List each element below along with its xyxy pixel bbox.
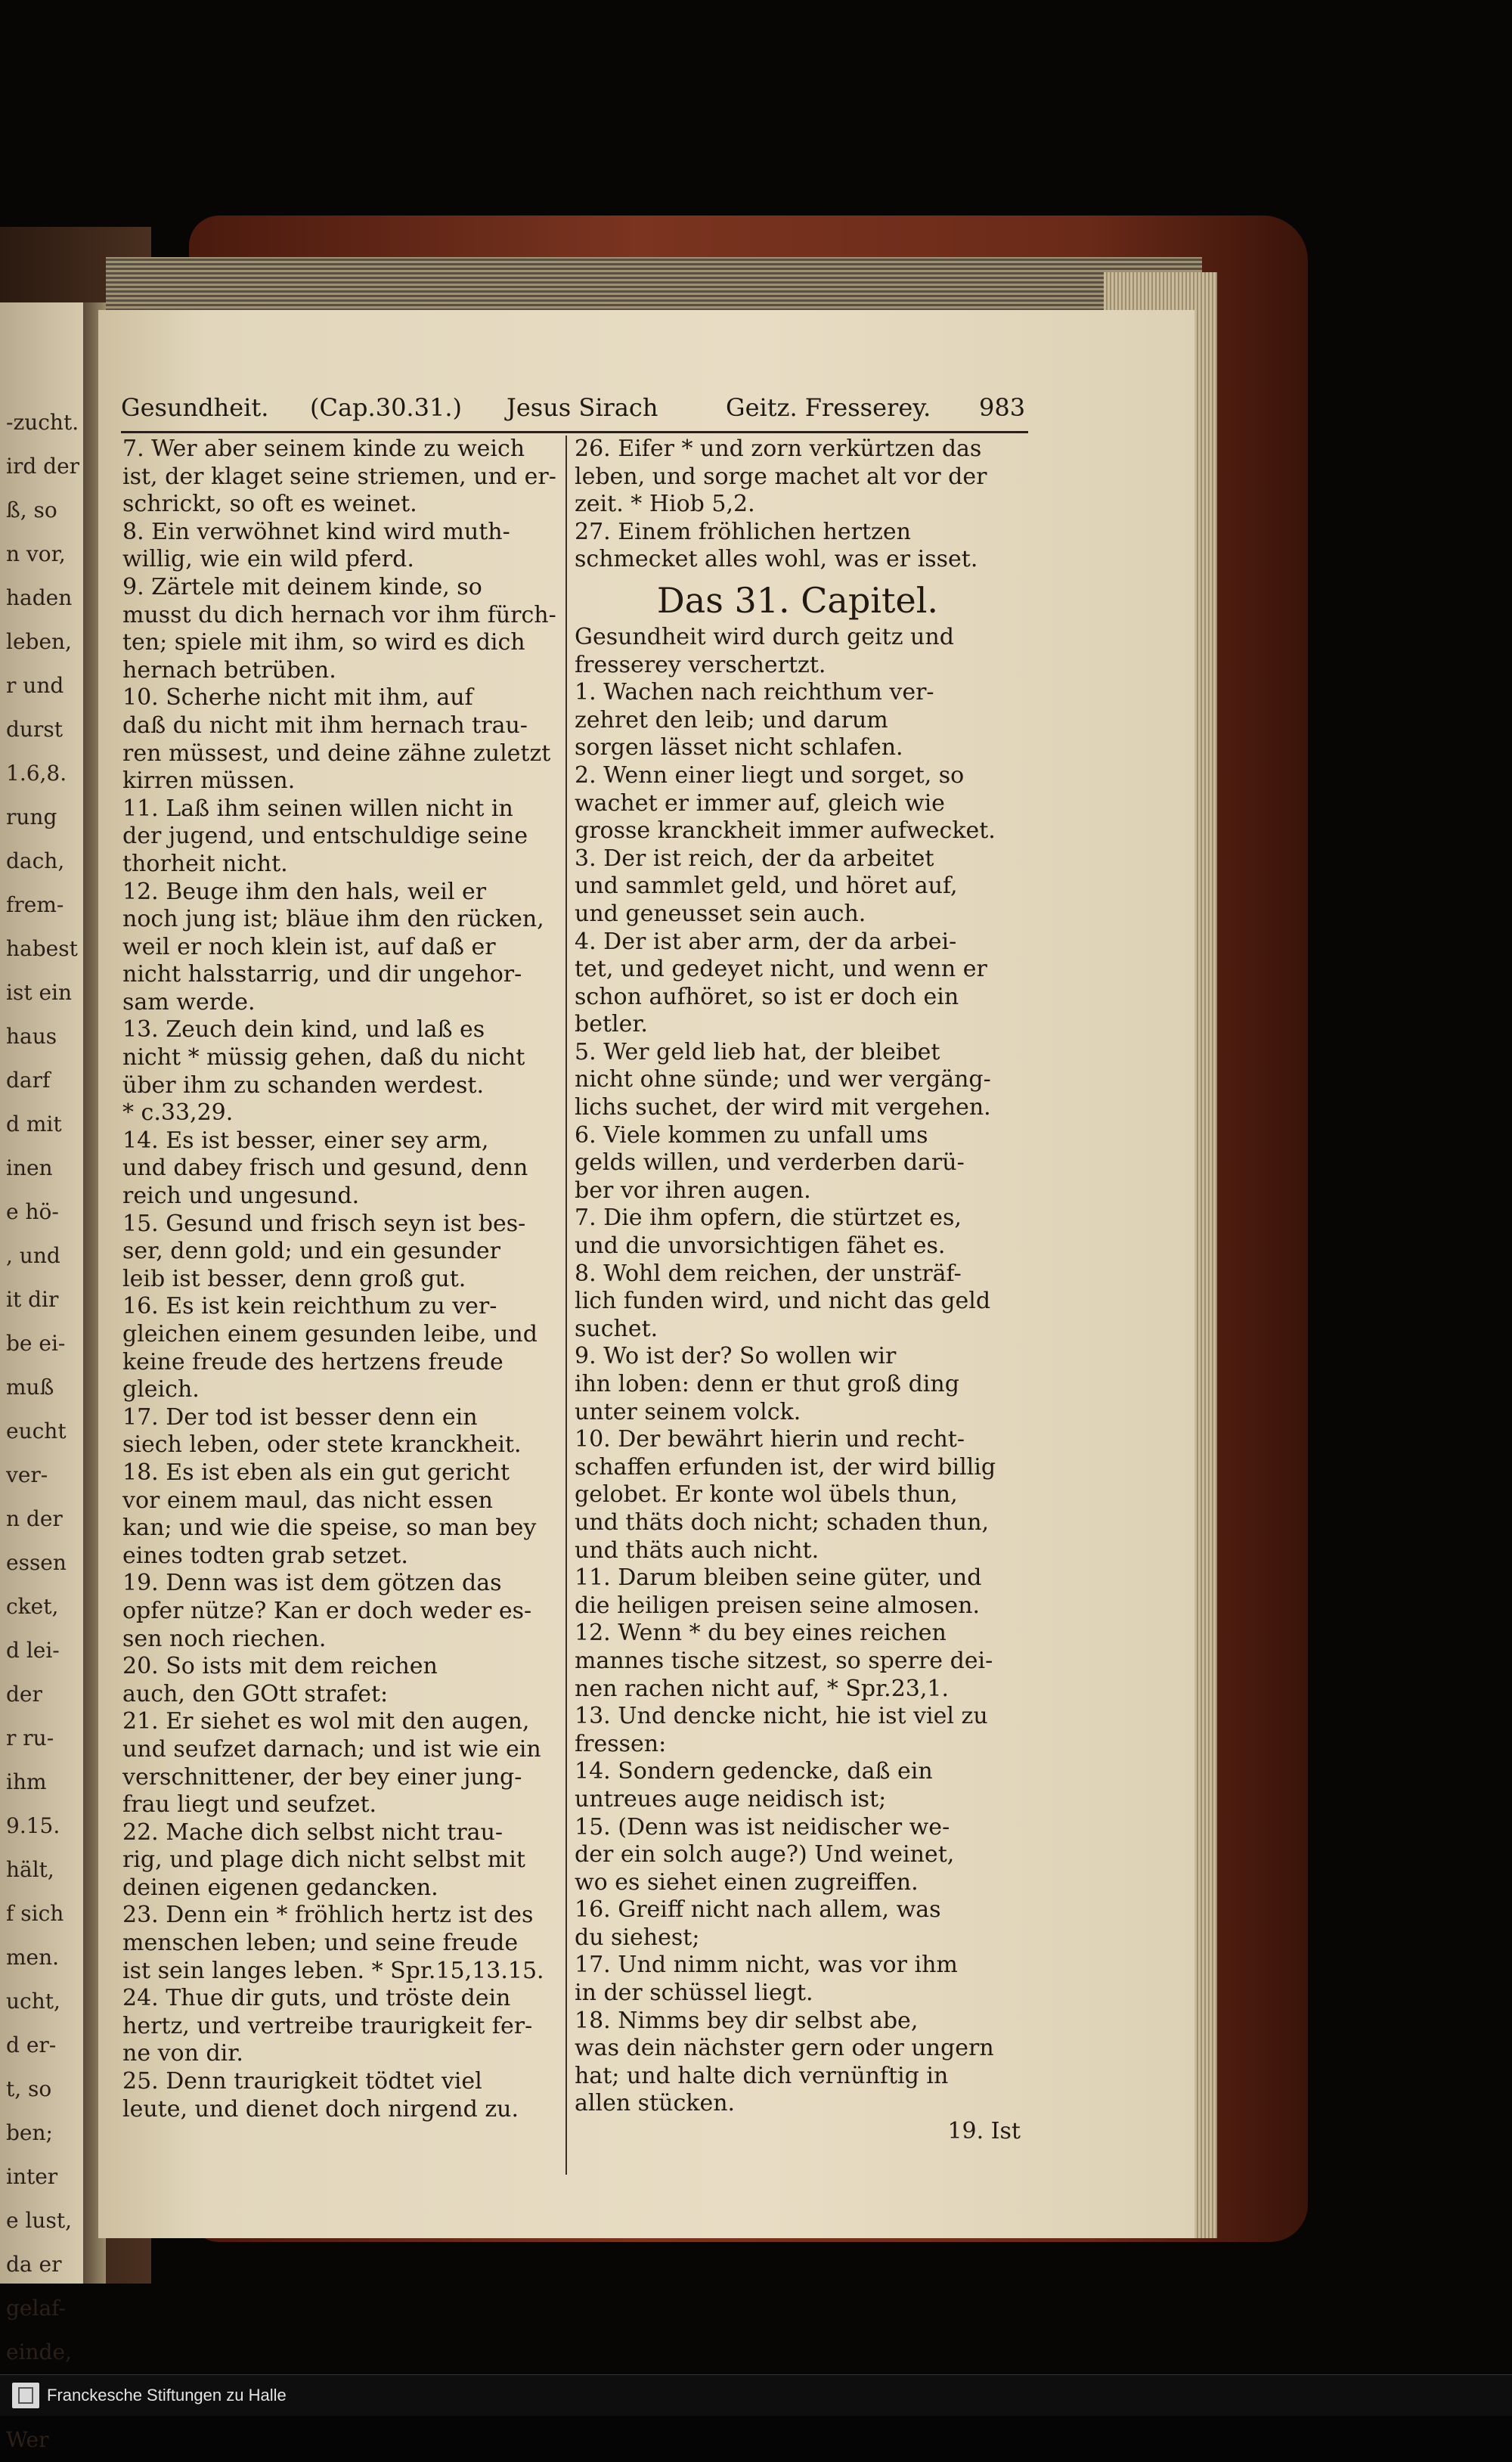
text-line: 6. Viele kommen zu unfall ums <box>575 1121 928 1149</box>
text-line: 5. Wer geld lieb hat, der bleibet <box>575 1038 940 1065</box>
text-line: 11. Darum bleiben seine güter, und <box>575 1564 982 1592</box>
text-line: rig, und plage dich nicht selbst mit <box>122 1846 525 1874</box>
text-line: nen rachen nicht auf, * Spr.23,1. <box>575 1675 950 1702</box>
text-line: 7. Die ihm opfern, die stürtzet es, <box>575 1205 962 1232</box>
text-line: leute, und dienet doch nirgend zu. <box>122 2095 519 2122</box>
text-line: ist, der klaget seine striemen, und er- <box>122 463 556 490</box>
text-line: 16. Greiff nicht nach allem, was <box>575 1896 941 1924</box>
text-line: 24. Thue dir guts, und tröste dein <box>122 1985 511 2012</box>
text-line: 17. Und nimm nicht, was vor ihm <box>575 1952 958 1979</box>
text-line: noch jung ist; bläue ihm den rücken, <box>122 906 544 933</box>
text-line: 9. Wo ist der? So wollen wir <box>575 1343 897 1370</box>
text-line: 8. Wohl dem reichen, der unsträf- <box>575 1260 962 1287</box>
text-line: sorgen lässet nicht schlafen. <box>575 734 903 761</box>
text-line: 23. Denn ein * fröhlich hertz ist des <box>122 1902 534 1929</box>
text-line: und geneusset sein auch. <box>575 900 866 927</box>
page-number: 983 <box>979 393 1026 422</box>
text-line: 12. Wenn * du bey eines reichen <box>575 1620 947 1647</box>
text-column-left <box>122 436 569 2123</box>
text-line: allen stücken. <box>575 2090 736 2117</box>
text-line: wachet er immer auf, gleich wie <box>575 789 945 817</box>
text-line: 17. Der tod ist besser denn ein <box>122 1403 478 1431</box>
text-line: Gesundheit wird durch geitz und <box>575 623 954 650</box>
text-line: weil er noch klein ist, auf daß er <box>122 933 496 960</box>
text-line: unter seinem volck. <box>575 1398 801 1425</box>
text-line: gleich. <box>122 1376 200 1403</box>
text-line: untreues auge neidisch ist; <box>575 1785 887 1812</box>
text-line: der ein solch auge?) Und weinet, <box>575 1841 955 1868</box>
text-line: wo es siehet einen zugreiffen. <box>575 1868 919 1896</box>
text-line: sam werde. <box>122 988 256 1015</box>
text-line: keine freude des hertzens freude <box>122 1348 503 1375</box>
header-book: Jesus Sirach <box>507 393 658 422</box>
text-line: daß du nicht mit ihm hernach trau- <box>122 712 528 739</box>
text-line: deinen eigenen gedancken. <box>122 1874 438 1901</box>
text-line: schon aufhöret, so ist er doch ein <box>575 983 959 1010</box>
text-line: leib ist besser, denn groß gut. <box>122 1265 466 1292</box>
text-line: nicht halsstarrig, und dir ungehor- <box>122 961 522 988</box>
text-line: gelds willen, und verderben darü- <box>575 1149 965 1177</box>
text-line: lich funden wird, und nicht das geld <box>575 1288 991 1315</box>
text-line: 13. Und dencke nicht, hie ist viel zu <box>575 1703 988 1730</box>
text-line: fressen: <box>575 1730 667 1757</box>
text-line: musst du dich hernach vor ihm fürch- <box>122 601 556 628</box>
text-line: 16. Es ist kein reichthum zu ver- <box>122 1293 497 1320</box>
text-line: ne von dir. <box>122 2040 243 2067</box>
text-line: lichs suchet, der wird mit vergehen. <box>575 1094 991 1121</box>
text-line: 27. Einem fröhlichen hertzen <box>575 518 911 545</box>
text-line: Das 31. Capitel. <box>656 579 939 621</box>
text-line: und die unvorsichtigen fähet es. <box>575 1233 946 1260</box>
left-margin-text: -zucht. ird der ß, so n vor, haden leben, r und durst 1.6,8. rung dach, frem- habest ist ein haus darf d mit inen e hö- , und it dir be ei- muß eucht ver- n der essen cket, d lei- der r ru- ihm 9.15. hält, f sich men. ucht, d er- t, so ben; inter e lust, da er gelaf- einde, Wer <box>6 410 80 2452</box>
text-line: ten; spiele mit ihm, so wird es dich <box>122 629 525 656</box>
text-line: 25. Denn traurigkeit tödtet viel <box>122 2068 482 2095</box>
institution-logo-icon <box>12 2383 39 2408</box>
text-line: du siehest; <box>575 1924 700 1951</box>
text-line: schrickt, so oft es weinet. <box>122 491 417 518</box>
text-line: vor einem maul, das nicht essen <box>122 1487 493 1514</box>
text-line: 20. So ists mit dem reichen <box>122 1653 438 1680</box>
text-line: zeit. * Hiob 5,2. <box>575 491 755 518</box>
text-line: nicht ohne sünde; und wer vergäng- <box>575 1066 991 1093</box>
text-line: ser, denn gold; und ein gesunder <box>122 1238 500 1265</box>
text-line: in der schüssel liegt. <box>575 1980 813 2007</box>
text-line: auch, den GOtt strafet: <box>122 1680 389 1707</box>
text-line: ihn loben: denn er thut groß ding <box>575 1371 959 1397</box>
text-line: mannes tische sitzest, so sperre dei- <box>575 1647 993 1674</box>
text-line: leben, und sorge machet alt vor der <box>575 463 987 490</box>
text-line: 2. Wenn einer liegt und sorget, so <box>575 761 965 789</box>
text-line: thorheit nicht. <box>122 850 288 877</box>
header-left: Gesundheit. <box>121 393 269 422</box>
text-line: 15. Gesund und frisch seyn ist bes- <box>122 1210 526 1237</box>
text-line: und sammlet geld, und höret auf, <box>575 873 958 900</box>
text-line: und thäts doch nicht; schaden thun, <box>575 1509 990 1536</box>
text-line: 18. Nimms bey dir selbst abe, <box>575 2007 919 2034</box>
text-line: hernach betrüben. <box>122 656 336 684</box>
text-column-right <box>575 436 1021 2146</box>
text-line: 10. Der bewährt hierin und recht- <box>575 1426 965 1453</box>
text-line: reich und ungesund. <box>122 1183 360 1210</box>
text-line: fresserey verschertzt. <box>575 651 826 678</box>
text-line: schaffen erfunden ist, der wird billig <box>575 1453 996 1481</box>
text-line: willig, wie ein wild pferd. <box>122 546 414 573</box>
text-line: 3. Der ist reich, der da arbeitet <box>575 845 934 872</box>
text-line: der jugend, und entschuldige seine <box>122 823 528 850</box>
text-line: die heiligen preisen seine almosen. <box>575 1592 981 1619</box>
text-line: eines todten grab setzet. <box>122 1542 408 1569</box>
text-line: schmecket alles wohl, was er isset. <box>575 546 978 573</box>
text-line: nicht * müssig gehen, daß du nicht <box>122 1044 525 1071</box>
text-line: 21. Er siehet es wol mit den augen, <box>122 1708 530 1735</box>
text-line: ist sein langes leben. * Spr.15,13.15. <box>122 1957 544 1984</box>
text-line: hat; und halte dich vernünftig in <box>575 2062 949 2089</box>
column-divider <box>565 436 567 2175</box>
text-line: 11. Laß ihm seinen willen nicht in <box>122 795 513 822</box>
text-line: tet, und gedeyet nicht, und wenn er <box>575 956 987 983</box>
text-line: opfer nütze? Kan er doch weder es- <box>122 1597 532 1624</box>
text-line: was dein nächster gern oder ungern <box>575 2035 994 2062</box>
text-line: hertz, und vertreibe traurigkeit fer- <box>122 2012 533 2039</box>
text-line: * c.33,29. <box>122 1099 234 1127</box>
text-line: 19. Denn was ist dem götzen das <box>122 1570 502 1597</box>
text-line: verschnittener, der bey einer jung- <box>122 1763 522 1791</box>
text-line: kan; und wie die speise, so man bey <box>122 1515 537 1542</box>
text-line: kirren müssen. <box>122 767 296 795</box>
text-line: 1. Wachen nach reichthum ver- <box>575 679 934 706</box>
text-line: 26. Eifer * und zorn verkürtzen das <box>575 436 982 462</box>
text-line: 22. Mache dich selbst nicht trau- <box>122 1819 503 1846</box>
text-line: zehret den leib; und darum <box>575 706 888 733</box>
footer-credit: Franckesche Stiftungen zu Halle <box>47 2386 287 2405</box>
text-line: frau liegt und seufzet. <box>122 1791 377 1819</box>
text-line: sen noch riechen. <box>122 1625 327 1652</box>
header-chapter-ref: (Cap.30.31.) <box>310 393 462 422</box>
text-line: 12. Beuge ihm den hals, weil er <box>122 878 487 905</box>
text-line: und seufzet darnach; und ist wie ein <box>122 1735 541 1763</box>
text-line: grosse kranckheit immer aufwecket. <box>575 817 996 845</box>
header-right: Geitz. Fresserey. <box>726 393 931 422</box>
running-header <box>121 393 1028 433</box>
text-line: 9. Zärtele mit deinem kinde, so <box>122 573 482 600</box>
text-line: siech leben, oder stete kranckheit. <box>122 1431 522 1459</box>
text-line: 10. Scherhe nicht mit ihm, auf <box>122 684 473 712</box>
text-line: und dabey frisch und gesund, denn <box>122 1155 528 1182</box>
text-line: 18. Es ist eben als ein gut gericht <box>122 1459 510 1486</box>
text-line: ber vor ihren augen. <box>575 1177 811 1204</box>
text-line: suchet. <box>575 1315 658 1342</box>
left-page-fragment <box>0 302 89 2452</box>
text-line: 14. Es ist besser, einer sey arm, <box>122 1127 489 1154</box>
footer-bar <box>0 2374 1512 2416</box>
text-line: 19. Ist <box>947 2118 1021 2145</box>
text-line: ren müssest, und deine zähne zuletzt <box>122 740 551 767</box>
text-line: 8. Ein verwöhnet kind wird muth- <box>122 518 510 545</box>
text-line: und thäts auch nicht. <box>575 1536 820 1564</box>
text-line: über ihm zu schanden werdest. <box>122 1071 484 1099</box>
text-line: 15. (Denn was ist neidischer we- <box>575 1813 950 1840</box>
text-line: 14. Sondern gedencke, daß ein <box>575 1758 933 1785</box>
page-top-edge <box>106 257 1202 318</box>
text-line: gleichen einem gesunden leibe, und <box>122 1321 538 1347</box>
text-line: 4. Der ist aber arm, der da arbei- <box>575 928 957 955</box>
text-line: 7. Wer aber seinem kinde zu weich <box>122 436 525 462</box>
text-line: betler. <box>575 1011 648 1038</box>
text-line: gelobet. Er konte wol übels thun, <box>575 1481 958 1509</box>
text-line: 13. Zeuch dein kind, und laß es <box>122 1016 485 1043</box>
text-line: menschen leben; und seine freude <box>122 1930 519 1957</box>
